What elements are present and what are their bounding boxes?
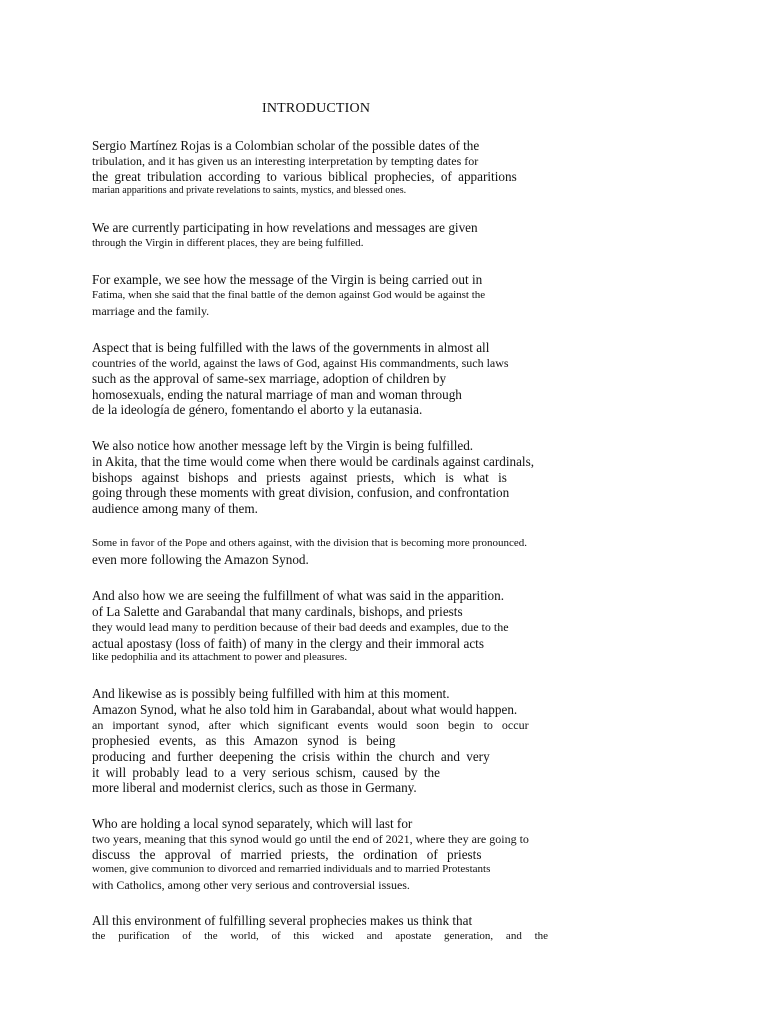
paragraph-3-line-2: Fatima, when she said that the final battle of the demon against God would be against the (92, 289, 486, 301)
paragraph-6-line-2: even more following the Amazon Synod. (92, 552, 309, 567)
paragraph-5-line-4: going through these moments with great division, confusion, and confrontation (92, 485, 510, 500)
page-title: INTRODUCTION (262, 101, 371, 116)
paragraph-8-line-6: it will probably lead to a very serious schism, caused by the (92, 765, 440, 780)
paragraph-4-line-3: such as the approval of same-sex marriage, adoption of children by (92, 371, 447, 386)
paragraph-10-line-2: the purification of the world, of this wicked and apostate generation, and the (92, 930, 549, 942)
paragraph-1-line-1: Sergio Martínez Rojas is a Colombian scholar of the possible dates of the (92, 138, 480, 153)
paragraph-5-line-5: audience among many of them. (92, 501, 258, 516)
paragraph-8-line-5: producing and further deepening the crisis within the church and very (92, 749, 490, 764)
paragraph-2-line-2: through the Virgin in different places, they are being fulfilled. (92, 237, 364, 249)
paragraph-8-line-4: prophesied events, as this Amazon synod is being (92, 733, 396, 748)
paragraph-4-line-4: homosexuals, ending the natural marriage of man and woman through (92, 387, 462, 402)
paragraph-4-line-5: de la ideología de género, fomentando el aborto y la eutanasia. (92, 402, 423, 417)
paragraph-9-line-4: women, give communion to divorced and remarried individuals and to married Protestants (92, 863, 491, 875)
paragraph-7-line-1: And also how we are seeing the fulfillment of what was said in the apparition. (92, 588, 504, 603)
paragraph-10-line-1: All this environment of fulfilling several prophecies makes us think that (92, 913, 473, 928)
paragraph-7-line-3: they would lead many to perdition because of their bad deeds and examples, due to the (92, 620, 509, 634)
paragraph-2-line-1: We are currently participating in how revelations and messages are given (92, 220, 478, 235)
paragraph-8-line-7: more liberal and modernist clerics, such as those in Germany. (92, 780, 417, 795)
paragraph-9-line-2: two years, meaning that this synod would go until the end of 2021, where they are going to (92, 832, 529, 846)
paragraph-4-line-2: countries of the world, against the laws of God, against His commandments, such laws (92, 356, 509, 370)
paragraph-9-line-3: discuss the approval of married priests, the ordination of priests (92, 847, 482, 862)
paragraph-3-line-1: For example, we see how the message of the Virgin is being carried out in (92, 272, 483, 287)
paragraph-5-line-3: bishops against bishops and priests against priests, which is what is (92, 470, 507, 485)
paragraph-8-line-3: an important synod, after which significant events would soon begin to occur (92, 718, 529, 732)
paragraph-8-line-2: Amazon Synod, what he also told him in Garabandal, about what would happen. (92, 702, 518, 717)
paragraph-9-line-1: Who are holding a local synod separately, which will last for (92, 816, 413, 831)
paragraph-3-line-3: marriage and the family. (92, 304, 210, 318)
paragraph-9-line-5: with Catholics, among other very serious and controversial issues. (92, 878, 410, 892)
paragraph-1-line-2: tribulation, and it has given us an interesting interpretation by tempting dates for (92, 154, 479, 168)
paragraph-7-line-4: actual apostasy (loss of faith) of many in the clergy and their immoral acts (92, 636, 484, 651)
paragraph-5-line-2: in Akita, that the time would come when there would be cardinals against cardinals, (92, 454, 535, 469)
paragraph-7-line-5: like pedophilia and its attachment to power and pleasures. (92, 651, 348, 663)
paragraph-1-line-4: marian apparitions and private revelations to saints, mystics, and blessed ones. (92, 185, 407, 196)
paragraph-8-line-1: And likewise as is possibly being fulfilled with him at this moment. (92, 686, 450, 701)
paragraph-5-line-1: We also notice how another message left by the Virgin is being fulfilled. (92, 438, 474, 453)
paragraph-7-line-2: of La Salette and Garabandal that many cardinals, bishops, and priests (92, 604, 463, 619)
paragraph-4-line-1: Aspect that is being fulfilled with the laws of the governments in almost all (92, 340, 490, 355)
paragraph-1-line-3: the great tribulation according to various biblical prophecies, of apparitions (92, 169, 517, 184)
paragraph-6-line-1: Some in favor of the Pope and others against, with the division that is becoming more pronounced. (92, 537, 528, 549)
